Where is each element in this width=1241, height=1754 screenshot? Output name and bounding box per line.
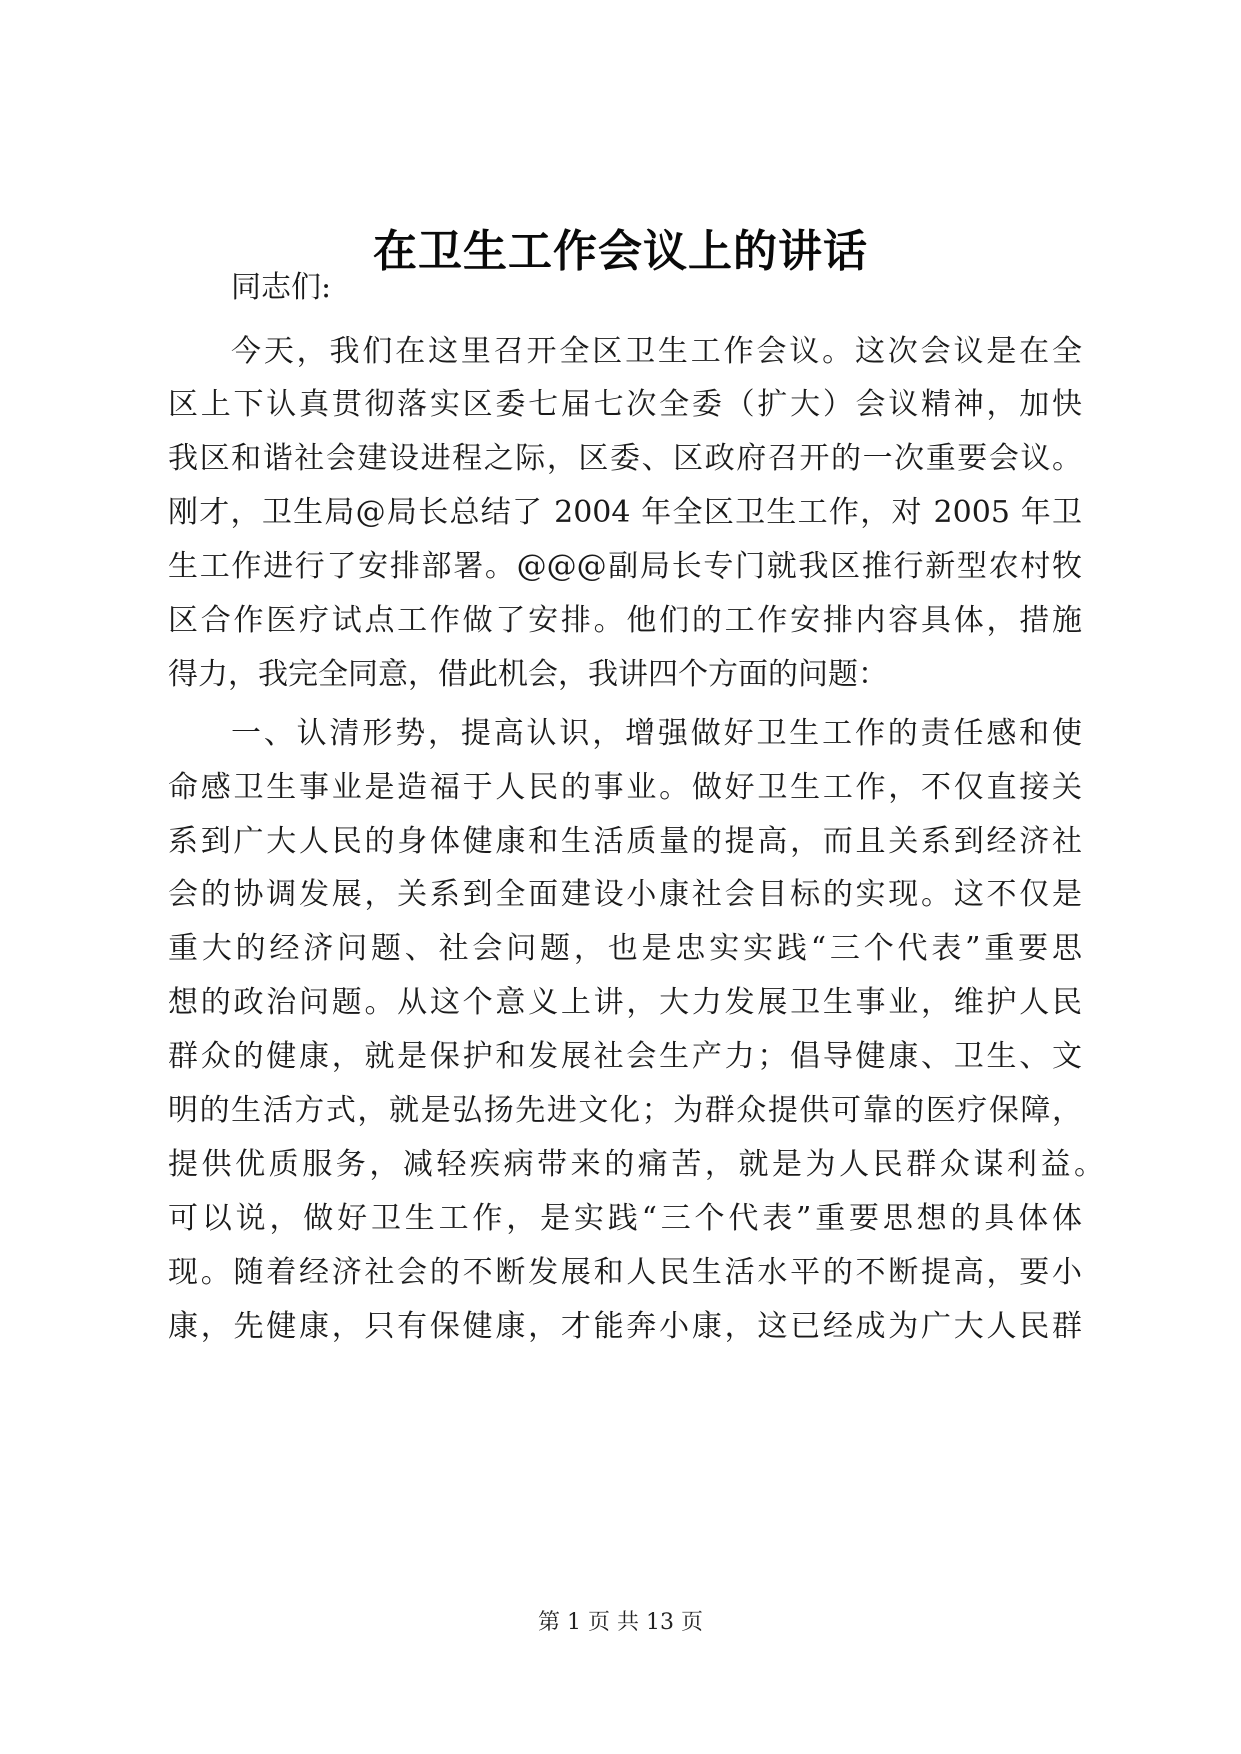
- paragraph-line: 明的生活方式，就是弘扬先进文化；为群众提供可靠的医疗保障，: [168, 1093, 1082, 1128]
- paragraph-line: 提供优质服务，减轻疾病带来的痛苦，就是为人民群众谋利益。: [168, 1147, 1104, 1182]
- paragraph-line: 区上下认真贯彻落实区委七届七次全委（扩大）会议精神，加快: [168, 387, 1082, 422]
- paragraph-line: 区合作医疗试点工作做了安排。他们的工作安排内容具体，措施: [168, 603, 1082, 638]
- paragraph-line: 命感卫生事业是造福于人民的事业。做好卫生工作，不仅直接关: [168, 770, 1082, 805]
- document-title: 在卫生工作会议上的讲话: [373, 226, 868, 277]
- paragraph-line: 康，先健康，只有保健康，才能奔小康，这已经成为广大人民群: [168, 1309, 1082, 1344]
- paragraph-line: 得力，我完全同意，借此机会，我讲四个方面的问题：: [168, 657, 888, 692]
- paragraph-line: 今天，我们在这里召开全区卫生工作会议。这次会议是在全: [231, 334, 1082, 369]
- paragraph-line: 会的协调发展，关系到全面建设小康社会目标的实现。这不仅是: [168, 877, 1082, 912]
- paragraph-line: 一、认清形势，提高认识，增强做好卫生工作的责任感和使: [231, 716, 1082, 751]
- paragraph-line: 生工作进行了安排部署。@@@副局长专门就我区推行新型农村牧: [168, 549, 1082, 584]
- page-number-footer: 第 1 页 共 13 页: [538, 1610, 703, 1635]
- salutation: 同志们:: [231, 270, 332, 305]
- paragraph-line: 重大的经济问题、社会问题，也是忠实实践“三个代表”重要思: [168, 931, 1082, 966]
- paragraph-line: 系到广大人民的身体健康和生活质量的提高，而且关系到经济社: [168, 824, 1082, 859]
- paragraph-line: 想的政治问题。从这个意义上讲，大力发展卫生事业，维护人民: [168, 985, 1082, 1020]
- paragraph-line: 刚才，卫生局@局长总结了 2004 年全区卫生工作，对 2005 年卫: [168, 495, 1082, 530]
- paragraph-line: 现。随着经济社会的不断发展和人民生活水平的不断提高，要小: [168, 1255, 1082, 1290]
- paragraph-line: 可以说，做好卫生工作，是实践“三个代表”重要思想的具体体: [168, 1201, 1082, 1236]
- paragraph-line: 群众的健康，就是保护和发展社会生产力；倡导健康、卫生、文: [168, 1039, 1082, 1074]
- paragraph-line: 我区和谐社会建设进程之际，区委、区政府召开的一次重要会议。: [168, 441, 1082, 476]
